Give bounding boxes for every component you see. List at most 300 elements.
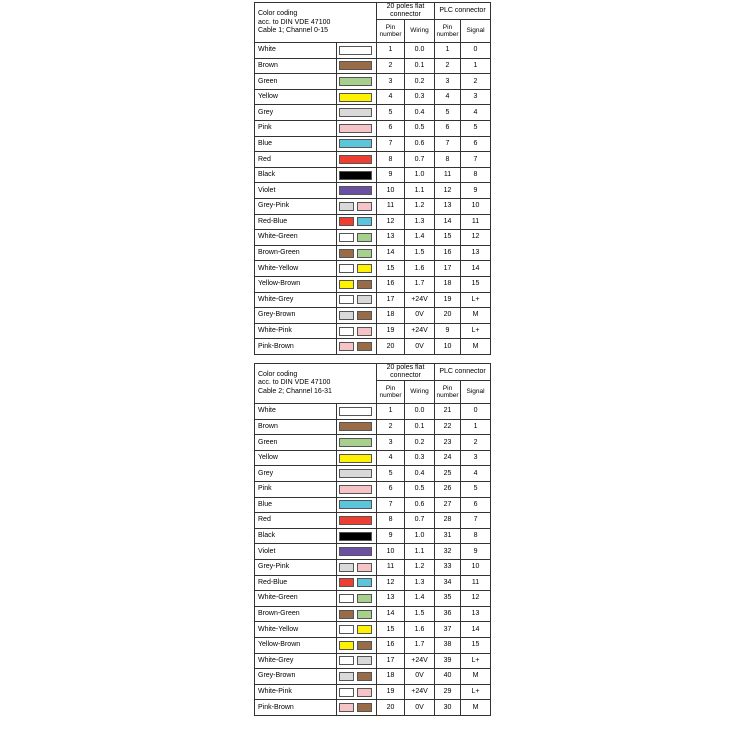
color-swatch-cell bbox=[337, 466, 377, 482]
table-row bbox=[255, 323, 491, 339]
wire-color-name: White bbox=[255, 43, 337, 59]
pin-number-cell: 6 bbox=[377, 121, 405, 137]
table-row bbox=[255, 277, 491, 293]
pin-number-cell: 3 bbox=[377, 74, 405, 90]
color-swatch bbox=[339, 422, 372, 431]
wiring-cell: 1.3 bbox=[405, 214, 435, 230]
wiring-cell: 0.3 bbox=[405, 89, 435, 105]
pin-number-cell: 20 bbox=[377, 339, 405, 355]
wire-color-name: White-Yellow bbox=[255, 622, 337, 638]
color-swatch-cell bbox=[337, 74, 377, 90]
table-row bbox=[255, 700, 491, 716]
plc-pin-cell: 20 bbox=[435, 308, 461, 324]
wire-color-name: White-Green bbox=[255, 230, 337, 246]
signal-cell: 3 bbox=[461, 450, 491, 466]
color-swatch-cell bbox=[337, 591, 377, 607]
signal-cell: 8 bbox=[461, 167, 491, 183]
pin-number-cell: 14 bbox=[377, 245, 405, 261]
color-swatch-cell bbox=[337, 450, 377, 466]
plc-pin-cell: 3 bbox=[435, 74, 461, 90]
color-swatch-cell bbox=[337, 482, 377, 498]
plc-pin-cell: 2 bbox=[435, 58, 461, 74]
wiring-cell: 1.3 bbox=[405, 575, 435, 591]
wiring-cell: 0V bbox=[405, 669, 435, 685]
color-swatch-cell bbox=[337, 404, 377, 420]
col-wiring: Wiring bbox=[405, 381, 435, 404]
wiring-cell: 0.4 bbox=[405, 466, 435, 482]
pin-number-cell: 4 bbox=[377, 89, 405, 105]
table-row bbox=[255, 684, 491, 700]
pin-number-cell: 11 bbox=[377, 560, 405, 576]
wire-color-name: Black bbox=[255, 528, 337, 544]
color-swatch bbox=[339, 547, 372, 556]
wiring-cell: 0.2 bbox=[405, 74, 435, 90]
col-pin-number: Pin number bbox=[377, 381, 405, 404]
plc-pin-cell: 16 bbox=[435, 245, 461, 261]
color-swatch bbox=[357, 703, 372, 712]
color-swatch-cell bbox=[337, 606, 377, 622]
signal-cell: 14 bbox=[461, 622, 491, 638]
plc-pin-cell: 4 bbox=[435, 89, 461, 105]
plc-pin-cell: 40 bbox=[435, 669, 461, 685]
flat-connector-header: 20 poles flat connector bbox=[377, 363, 435, 380]
wiring-cell: 1.0 bbox=[405, 167, 435, 183]
wire-color-name: Grey-Pink bbox=[255, 199, 337, 215]
wire-color-name: Blue bbox=[255, 136, 337, 152]
color-swatch bbox=[357, 342, 372, 351]
table-row bbox=[255, 622, 491, 638]
color-swatch bbox=[339, 407, 372, 416]
color-swatch bbox=[339, 500, 372, 509]
color-swatch-cell bbox=[337, 339, 377, 355]
color-swatch bbox=[357, 233, 372, 242]
wiring-cell: 0.6 bbox=[405, 497, 435, 513]
table-row bbox=[255, 74, 491, 90]
color-swatch-cell bbox=[337, 167, 377, 183]
col-signal: Signal bbox=[461, 381, 491, 404]
color-swatch-cell bbox=[337, 575, 377, 591]
color-swatch bbox=[339, 186, 372, 195]
wire-color-name: Black bbox=[255, 167, 337, 183]
wiring-cell: 0.7 bbox=[405, 513, 435, 529]
table-body bbox=[255, 404, 491, 716]
plc-pin-cell: 33 bbox=[435, 560, 461, 576]
wiring-cell: 0.4 bbox=[405, 105, 435, 121]
table-row bbox=[255, 261, 491, 277]
signal-cell: M bbox=[461, 700, 491, 716]
pin-number-cell: 2 bbox=[377, 419, 405, 435]
table-row bbox=[255, 466, 491, 482]
table-row bbox=[255, 528, 491, 544]
wire-color-name: Grey-Brown bbox=[255, 308, 337, 324]
color-swatch-cell bbox=[337, 152, 377, 168]
table-row bbox=[255, 450, 491, 466]
table-row bbox=[255, 167, 491, 183]
table-row bbox=[255, 339, 491, 355]
wire-color-name: Pink-Brown bbox=[255, 700, 337, 716]
table-row bbox=[255, 404, 491, 420]
plc-pin-cell: 13 bbox=[435, 199, 461, 215]
signal-cell: 13 bbox=[461, 245, 491, 261]
color-swatch bbox=[339, 641, 354, 650]
plc-connector-header: PLC connector bbox=[435, 363, 491, 380]
table-row bbox=[255, 637, 491, 653]
color-swatch bbox=[339, 703, 354, 712]
wiring-cell: 0.0 bbox=[405, 43, 435, 59]
signal-cell: 5 bbox=[461, 482, 491, 498]
wiring-cell: +24V bbox=[405, 653, 435, 669]
title-line: Color coding bbox=[258, 10, 298, 18]
wire-color-name: Pink-Brown bbox=[255, 339, 337, 355]
wiring-cell: 1.5 bbox=[405, 245, 435, 261]
table-row bbox=[255, 292, 491, 308]
wire-color-name: Grey bbox=[255, 466, 337, 482]
color-swatch-cell bbox=[337, 637, 377, 653]
plc-pin-cell: 11 bbox=[435, 167, 461, 183]
color-swatch-cell bbox=[337, 245, 377, 261]
table-row bbox=[255, 136, 491, 152]
table-row bbox=[255, 653, 491, 669]
flat-connector-header: 20 poles flat connector bbox=[377, 3, 435, 20]
plc-pin-cell: 12 bbox=[435, 183, 461, 199]
color-swatch-cell bbox=[337, 560, 377, 576]
wiring-cell: 1.1 bbox=[405, 544, 435, 560]
title-line: acc. to DIN VDE 47100 bbox=[258, 18, 331, 26]
plc-pin-cell: 10 bbox=[435, 339, 461, 355]
plc-pin-cell: 9 bbox=[435, 323, 461, 339]
color-swatch bbox=[357, 295, 372, 304]
wiring-cell: 0V bbox=[405, 339, 435, 355]
plc-pin-cell: 7 bbox=[435, 136, 461, 152]
pin-number-cell: 9 bbox=[377, 167, 405, 183]
color-swatch bbox=[339, 454, 372, 463]
color-swatch bbox=[357, 594, 372, 603]
table-row bbox=[255, 497, 491, 513]
plc-pin-cell: 29 bbox=[435, 684, 461, 700]
signal-cell: 13 bbox=[461, 606, 491, 622]
color-swatch bbox=[339, 155, 372, 164]
pin-number-cell: 11 bbox=[377, 199, 405, 215]
color-swatch bbox=[339, 171, 372, 180]
wiring-cell: 0V bbox=[405, 308, 435, 324]
color-swatch bbox=[339, 249, 354, 258]
color-swatch bbox=[339, 61, 372, 70]
pin-number-cell: 17 bbox=[377, 292, 405, 308]
wiring-cell: 0.5 bbox=[405, 482, 435, 498]
table-header bbox=[255, 3, 491, 43]
table-spacer bbox=[254, 355, 490, 363]
color-swatch bbox=[339, 342, 354, 351]
signal-cell: 4 bbox=[461, 105, 491, 121]
color-swatch-cell bbox=[337, 544, 377, 560]
col-plc-pin-number: Pin number bbox=[435, 20, 461, 43]
table-title bbox=[255, 363, 377, 403]
color-swatch-cell bbox=[337, 105, 377, 121]
wire-color-name: White-Green bbox=[255, 591, 337, 607]
title-line: Color coding bbox=[258, 371, 298, 379]
cable-2-table bbox=[254, 363, 491, 716]
wire-color-name: Yellow bbox=[255, 89, 337, 105]
color-swatch bbox=[339, 485, 372, 494]
signal-cell: 0 bbox=[461, 404, 491, 420]
color-swatch-cell bbox=[337, 183, 377, 199]
table-row bbox=[255, 482, 491, 498]
wiring-cell: 0.2 bbox=[405, 435, 435, 451]
plc-pin-cell: 1 bbox=[435, 43, 461, 59]
table-title bbox=[255, 3, 377, 43]
pin-number-cell: 4 bbox=[377, 450, 405, 466]
col-plc-pin-number: Pin number bbox=[435, 381, 461, 404]
wiring-cell: 1.4 bbox=[405, 591, 435, 607]
wire-color-name: Yellow bbox=[255, 450, 337, 466]
signal-cell: 14 bbox=[461, 261, 491, 277]
pin-number-cell: 13 bbox=[377, 591, 405, 607]
signal-cell: 9 bbox=[461, 544, 491, 560]
wiring-cell: 1.1 bbox=[405, 183, 435, 199]
wiring-cell: +24V bbox=[405, 292, 435, 308]
wire-color-name: White bbox=[255, 404, 337, 420]
color-swatch bbox=[357, 625, 372, 634]
wiring-cell: 1.5 bbox=[405, 606, 435, 622]
signal-cell: 15 bbox=[461, 277, 491, 293]
plc-pin-cell: 14 bbox=[435, 214, 461, 230]
plc-pin-cell: 21 bbox=[435, 404, 461, 420]
wire-color-name: Red-Blue bbox=[255, 575, 337, 591]
title-line: Cable 2; Channel 16-31 bbox=[258, 387, 332, 395]
wiring-cell: 0.3 bbox=[405, 450, 435, 466]
color-swatch bbox=[339, 625, 354, 634]
color-swatch bbox=[339, 280, 354, 289]
plc-pin-cell: 30 bbox=[435, 700, 461, 716]
wire-color-name: Brown-Green bbox=[255, 245, 337, 261]
pin-number-cell: 7 bbox=[377, 136, 405, 152]
color-swatch-cell bbox=[337, 277, 377, 293]
table-header bbox=[255, 363, 491, 403]
signal-cell: 1 bbox=[461, 58, 491, 74]
wiring-cell: 0.5 bbox=[405, 121, 435, 137]
color-swatch-cell bbox=[337, 435, 377, 451]
signal-cell: 1 bbox=[461, 419, 491, 435]
table-row bbox=[255, 199, 491, 215]
pin-number-cell: 19 bbox=[377, 684, 405, 700]
color-swatch-cell bbox=[337, 653, 377, 669]
signal-cell: 5 bbox=[461, 121, 491, 137]
wire-color-name: Green bbox=[255, 74, 337, 90]
wire-color-name: White-Yellow bbox=[255, 261, 337, 277]
wiring-cell: 1.4 bbox=[405, 230, 435, 246]
color-swatch bbox=[357, 264, 372, 273]
wire-color-name: White-Grey bbox=[255, 292, 337, 308]
table-row bbox=[255, 669, 491, 685]
signal-cell: L+ bbox=[461, 684, 491, 700]
wiring-cell: 0.1 bbox=[405, 58, 435, 74]
wiring-cell: 0V bbox=[405, 700, 435, 716]
pin-number-cell: 17 bbox=[377, 653, 405, 669]
wire-color-name: Yellow-Brown bbox=[255, 637, 337, 653]
color-swatch-cell bbox=[337, 58, 377, 74]
table-row bbox=[255, 575, 491, 591]
pin-number-cell: 18 bbox=[377, 669, 405, 685]
color-swatch bbox=[357, 563, 372, 572]
color-swatch-cell bbox=[337, 513, 377, 529]
table-row bbox=[255, 43, 491, 59]
color-swatch-cell bbox=[337, 89, 377, 105]
color-swatch bbox=[357, 311, 372, 320]
title-line: Cable 1; Channel 0-15 bbox=[258, 26, 329, 34]
signal-cell: M bbox=[461, 308, 491, 324]
table-row bbox=[255, 89, 491, 105]
pin-number-cell: 18 bbox=[377, 308, 405, 324]
wire-color-name: Grey-Pink bbox=[255, 560, 337, 576]
wire-color-name: Red-Blue bbox=[255, 214, 337, 230]
table-row bbox=[255, 230, 491, 246]
color-swatch bbox=[357, 249, 372, 258]
plc-pin-cell: 31 bbox=[435, 528, 461, 544]
color-swatch bbox=[339, 469, 372, 478]
pin-number-cell: 5 bbox=[377, 105, 405, 121]
wiring-cell: 1.0 bbox=[405, 528, 435, 544]
table-row bbox=[255, 245, 491, 261]
color-swatch bbox=[339, 438, 372, 447]
color-swatch bbox=[357, 202, 372, 211]
color-swatch bbox=[357, 656, 372, 665]
plc-pin-cell: 26 bbox=[435, 482, 461, 498]
table-row bbox=[255, 183, 491, 199]
col-pin-number: Pin number bbox=[377, 20, 405, 43]
table-row bbox=[255, 58, 491, 74]
color-swatch bbox=[357, 578, 372, 587]
signal-cell: 9 bbox=[461, 183, 491, 199]
wire-color-name: Red bbox=[255, 152, 337, 168]
plc-connector-header: PLC connector bbox=[435, 3, 491, 20]
pin-number-cell: 3 bbox=[377, 435, 405, 451]
wiring-cell: +24V bbox=[405, 323, 435, 339]
pin-number-cell: 13 bbox=[377, 230, 405, 246]
color-swatch-cell bbox=[337, 308, 377, 324]
color-swatch bbox=[339, 77, 372, 86]
wire-color-name: Violet bbox=[255, 183, 337, 199]
table-row bbox=[255, 513, 491, 529]
signal-cell: 2 bbox=[461, 435, 491, 451]
color-swatch bbox=[339, 563, 354, 572]
color-swatch bbox=[357, 280, 372, 289]
color-swatch-cell bbox=[337, 199, 377, 215]
wire-color-name: White-Grey bbox=[255, 653, 337, 669]
signal-cell: 12 bbox=[461, 230, 491, 246]
color-swatch-cell bbox=[337, 700, 377, 716]
pin-number-cell: 1 bbox=[377, 43, 405, 59]
wire-color-name: Violet bbox=[255, 544, 337, 560]
signal-cell: 10 bbox=[461, 560, 491, 576]
plc-pin-cell: 19 bbox=[435, 292, 461, 308]
plc-pin-cell: 6 bbox=[435, 121, 461, 137]
signal-cell: 6 bbox=[461, 497, 491, 513]
plc-pin-cell: 22 bbox=[435, 419, 461, 435]
color-swatch-cell bbox=[337, 261, 377, 277]
wiring-cell: 0.6 bbox=[405, 136, 435, 152]
signal-cell: 7 bbox=[461, 152, 491, 168]
pin-number-cell: 19 bbox=[377, 323, 405, 339]
color-swatch bbox=[339, 656, 354, 665]
plc-pin-cell: 5 bbox=[435, 105, 461, 121]
plc-pin-cell: 34 bbox=[435, 575, 461, 591]
pin-number-cell: 15 bbox=[377, 622, 405, 638]
color-swatch bbox=[339, 688, 354, 697]
wire-color-name: Blue bbox=[255, 497, 337, 513]
color-swatch-cell bbox=[337, 669, 377, 685]
wiring-cell: 0.0 bbox=[405, 404, 435, 420]
color-swatch bbox=[339, 217, 354, 226]
color-swatch bbox=[339, 594, 354, 603]
wire-color-name: Brown bbox=[255, 419, 337, 435]
color-swatch bbox=[339, 532, 372, 541]
pin-number-cell: 10 bbox=[377, 183, 405, 199]
color-swatch bbox=[339, 124, 372, 133]
color-swatch-cell bbox=[337, 684, 377, 700]
signal-cell: 8 bbox=[461, 528, 491, 544]
table-row bbox=[255, 435, 491, 451]
color-swatch bbox=[339, 578, 354, 587]
cable-1-table bbox=[254, 2, 491, 355]
signal-cell: 11 bbox=[461, 575, 491, 591]
pin-number-cell: 1 bbox=[377, 404, 405, 420]
color-swatch-cell bbox=[337, 622, 377, 638]
table-row bbox=[255, 121, 491, 137]
plc-pin-cell: 23 bbox=[435, 435, 461, 451]
table-row bbox=[255, 606, 491, 622]
signal-cell: 6 bbox=[461, 136, 491, 152]
wire-color-name: Brown bbox=[255, 58, 337, 74]
signal-cell: 7 bbox=[461, 513, 491, 529]
color-swatch-cell bbox=[337, 292, 377, 308]
pin-number-cell: 2 bbox=[377, 58, 405, 74]
signal-cell: L+ bbox=[461, 292, 491, 308]
pin-number-cell: 5 bbox=[377, 466, 405, 482]
pin-number-cell: 12 bbox=[377, 575, 405, 591]
col-signal: Signal bbox=[461, 20, 491, 43]
title-line: acc. to DIN VDE 47100 bbox=[258, 379, 331, 387]
color-swatch bbox=[357, 217, 372, 226]
color-swatch bbox=[339, 202, 354, 211]
wiring-cell: 0.1 bbox=[405, 419, 435, 435]
signal-cell: 0 bbox=[461, 43, 491, 59]
wiring-cell: 0.7 bbox=[405, 152, 435, 168]
signal-cell: M bbox=[461, 669, 491, 685]
plc-pin-cell: 37 bbox=[435, 622, 461, 638]
color-swatch bbox=[339, 139, 372, 148]
signal-cell: 10 bbox=[461, 199, 491, 215]
plc-pin-cell: 28 bbox=[435, 513, 461, 529]
table-row bbox=[255, 105, 491, 121]
color-swatch bbox=[339, 610, 354, 619]
color-swatch bbox=[339, 264, 354, 273]
wiring-cell: 1.6 bbox=[405, 622, 435, 638]
wire-color-name: Grey bbox=[255, 105, 337, 121]
color-swatch-cell bbox=[337, 214, 377, 230]
table-row bbox=[255, 308, 491, 324]
color-swatch-cell bbox=[337, 121, 377, 137]
signal-cell: 3 bbox=[461, 89, 491, 105]
color-swatch bbox=[339, 93, 372, 102]
pin-number-cell: 16 bbox=[377, 637, 405, 653]
plc-pin-cell: 35 bbox=[435, 591, 461, 607]
col-wiring: Wiring bbox=[405, 20, 435, 43]
wiring-cell: 1.7 bbox=[405, 637, 435, 653]
signal-cell: 11 bbox=[461, 214, 491, 230]
signal-cell: 15 bbox=[461, 637, 491, 653]
color-swatch bbox=[339, 108, 372, 117]
plc-pin-cell: 18 bbox=[435, 277, 461, 293]
